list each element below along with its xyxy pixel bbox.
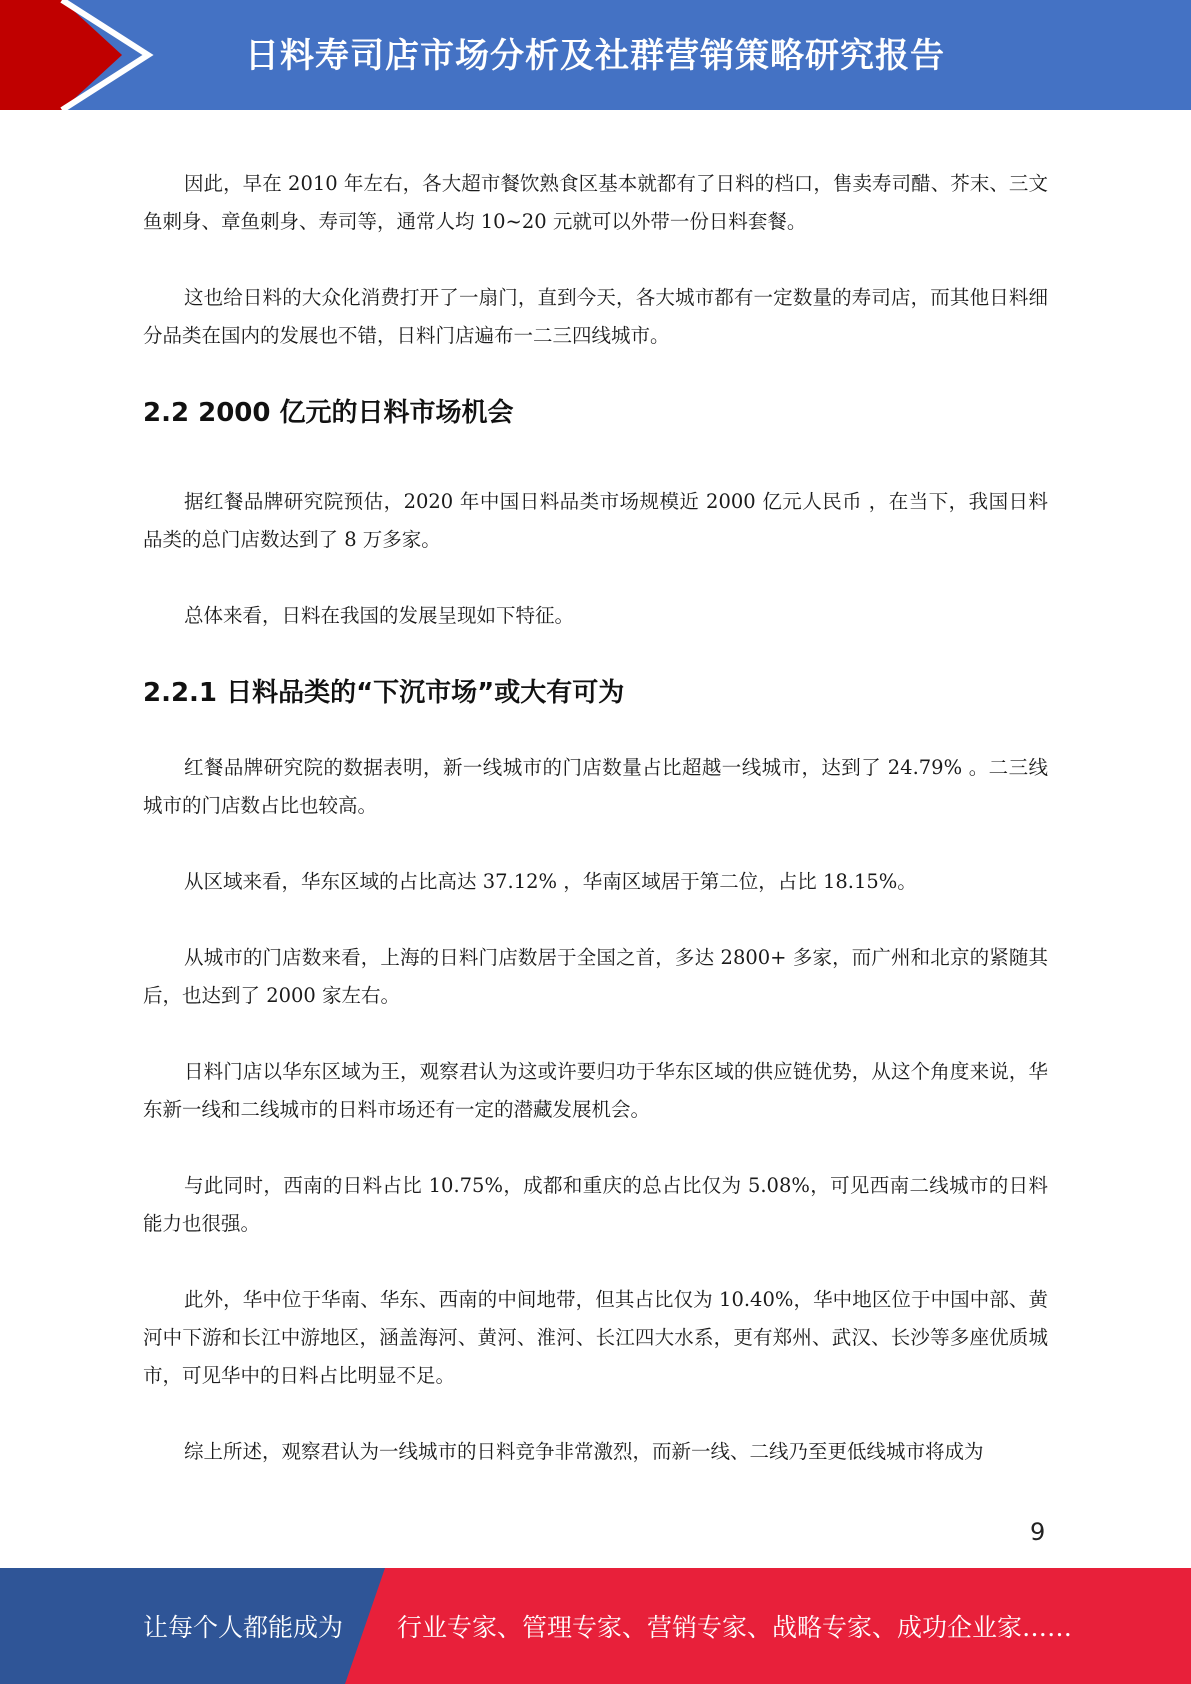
section-heading-2-2: 2.2 2000 亿元的日料市场机会 (143, 398, 514, 428)
page-number: 9 (1030, 1518, 1046, 1546)
paragraph: 这也给日料的大众化消费打开了一扇门，直到今天，各大城市都有一定数量的寿司店，而其他日料细分品类在国内的发展也不错，日料门店遍布一二三四线城市。 (143, 286, 1048, 347)
paragraph: 总体来看，日料在我国的发展呈现如下特征。 (184, 604, 575, 627)
paragraph: 此外，华中位于华南、华东、西南的中间地带，但其占比仅为 10.40%，华中地区位于中国中部、黄河中下游和长江中游地区，涵盖海河、黄河、淮河、长江四大水系，更有郑州、武汉、长沙等多座优质城市，可见华中的日料占比明显不足。 (143, 1288, 1048, 1387)
paragraph: 与此同时，西南的日料占比 10.75%，成都和重庆的总占比仅为 5.08%，可见西南二线城市的日料能力也很强。 (143, 1174, 1048, 1235)
page-footer (0, 1568, 1191, 1684)
section-heading-2-2-1: 2.2.1 日料品类的“下沉市场”或大有可为 (143, 678, 625, 708)
paragraph: 据红餐品牌研究院预估，2020 年中国日料品类市场规模近 2000 亿元人民币 ，在当下，我国日料品类的总门店数达到了 8 万多家。 (143, 490, 1048, 551)
header-title: 日料寿司店市场分析及社群营销策略研究报告 (245, 36, 945, 76)
document-body (143, 165, 1048, 1509)
paragraph: 红餐品牌研究院的数据表明，新一线城市的门店数量占比超越一线城市，达到了 24.79% 。二三线城市的门店数占比也较高。 (143, 756, 1048, 817)
paragraph: 因此，早在 2010 年左右，各大超市餐饮熟食区基本就都有了日料的档口，售卖寿司醋、芥末、三文鱼刺身、章鱼刺身、寿司等，通常人均 10~20 元就可以外带一份日料套餐。 (143, 172, 1048, 233)
footer-slogan-right: 行业专家、管理专家、营销专家、战略专家、成功企业家…… (397, 1613, 1073, 1642)
footer-slogan-left: 让每个人都能成为 (143, 1613, 344, 1642)
page-header (0, 0, 1191, 110)
paragraph: 从区域来看，华东区域的占比高达 37.12% ，华南区域居于第二位，占比 18.15%。 (184, 870, 917, 893)
paragraph: 从城市的门店数来看，上海的日料门店数居于全国之首，多达 2800+ 多家，而广州和北京的紧随其后，也达到了 2000 家左右。 (143, 946, 1048, 1007)
paragraph: 日料门店以华东区域为王，观察君认为这或许要归功于华东区域的供应链优势，从这个角度来说，华东新一线和二线城市的日料市场还有一定的潜藏发展机会。 (143, 1060, 1048, 1121)
paragraph: 综上所述，观察君认为一线城市的日料竞争非常激烈，而新一线、二线乃至更低线城市将成为 (184, 1440, 984, 1463)
